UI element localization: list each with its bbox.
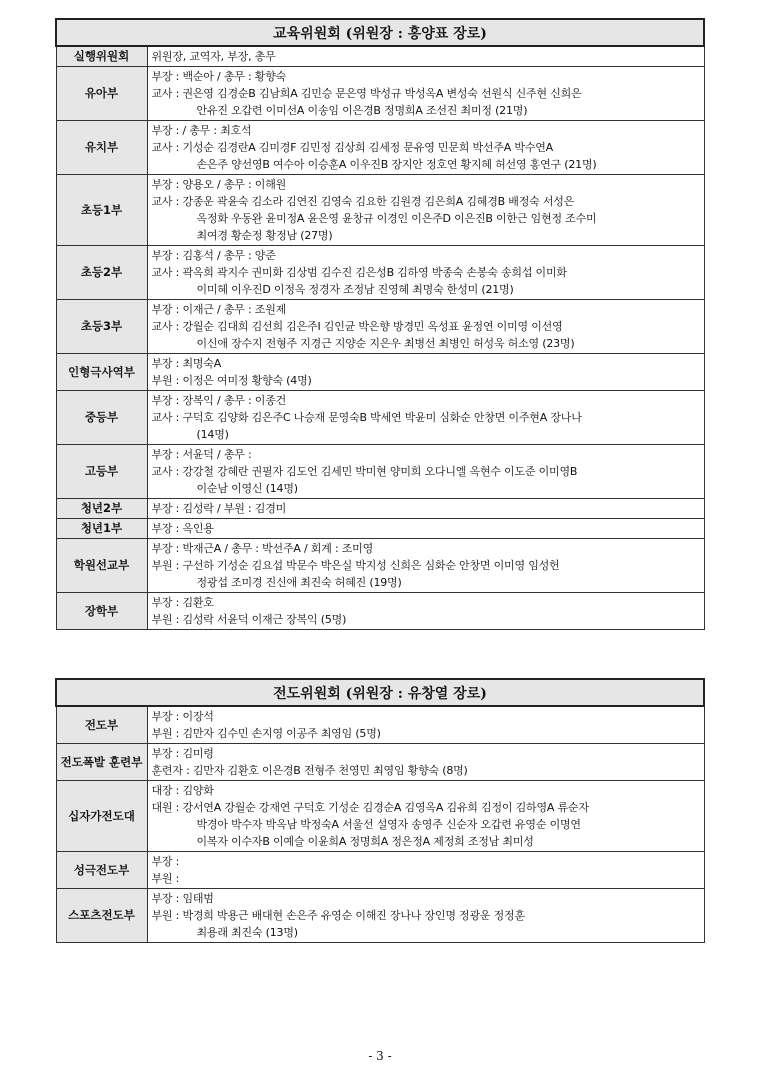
member-line: 대장 : 김양화 [151, 784, 214, 797]
department-label: 전도부 [56, 706, 147, 744]
member-line: 부원 : 구선하 기성순 김요섭 박문수 박은실 박지성 신희은 심화순 안창면 이미영 임성헌 [151, 559, 560, 572]
committee-row [56, 121, 704, 175]
member-line: 대원 : 강서연A 강월순 강재연 구덕호 기성순 김경순A 김영옥A 김유희 김정이 김하영A 류순자 [151, 801, 589, 814]
member-line: 위원장, 교역자, 부장, 총무 [151, 50, 276, 63]
evangelism-committee-title: 전도위원회 (위원장 : 유창열 장로) [56, 679, 704, 706]
member-line: 부원 : 김성락 서윤덕 이재근 장복익 (5명) [151, 613, 347, 626]
committee-row [56, 67, 704, 121]
department-members [147, 744, 704, 781]
department-members [147, 391, 704, 445]
department-members [147, 593, 704, 630]
committee-row [56, 593, 704, 630]
committee-row [56, 300, 704, 354]
member-line: 부장 : 이재근 / 총무 : 조원제 [151, 303, 287, 316]
member-line: 교사 : 강월순 김대희 김선희 김은주I 김인균 박은향 방경민 옥성표 윤정연 이미영 이선영 [151, 320, 563, 333]
department-label: 초등1부 [56, 175, 147, 246]
member-line: 부장 : 김미령 [151, 747, 214, 760]
member-line: 교사 : 구덕호 김양화 김은주C 나승재 문영숙B 박세연 박윤미 심화순 안창면 이주현A 장나나 [151, 411, 582, 424]
committee-row [56, 46, 704, 67]
department-label: 유아부 [56, 67, 147, 121]
member-line: 부장 : / 총무 : 최호석 [151, 124, 252, 137]
department-members [147, 706, 704, 744]
education-committee-rows [56, 46, 704, 630]
member-line: 부장 : 박재근A / 총무 : 박선주A / 회계 : 조미영 [151, 542, 374, 555]
member-line: 이신애 장수지 전형주 지경근 지양순 지은우 최병선 최병인 허성욱 허소영 (23명) [196, 337, 575, 350]
member-line: 교사 : 강종운 곽윤숙 김소라 김연진 김영숙 김요한 김원경 김은희A 김혜경B 배정숙 서성은 [151, 195, 575, 208]
department-members [147, 852, 704, 889]
member-line: 부장 : [151, 855, 180, 868]
department-label: 스포츠전도부 [56, 889, 147, 943]
department-members [147, 246, 704, 300]
department-members [147, 121, 704, 175]
member-line: 최여경 황순정 황정남 (27명) [196, 229, 333, 242]
member-line: 이복자 이수자B 이예슬 이윤희A 정명희A 정은정A 제정희 조정남 최미성 [196, 835, 534, 848]
committee-row [56, 781, 704, 852]
member-line: 안유진 오갑련 이미선A 이송임 이은경B 정명희A 조선진 최미정 (21명) [196, 104, 528, 117]
member-line: 부장 : 최명숙A [151, 357, 222, 370]
member-line: 훈련자 : 김만자 김환호 이은경B 전형주 천영민 최영임 황향숙 (8명) [151, 764, 468, 777]
member-line: 최용래 최진숙 (13명) [196, 926, 298, 939]
evangelism-committee-table [55, 678, 705, 943]
committee-row [56, 499, 704, 519]
department-label: 성극전도부 [56, 852, 147, 889]
member-line: 교사 : 기성순 김경란A 김미경F 김민정 김상희 김세정 문유영 민문희 박선주A 박수연A [151, 141, 553, 154]
member-line: 부장 : 서윤덕 / 총무 : [151, 448, 252, 461]
department-members [147, 499, 704, 519]
member-line: (14명) [196, 428, 229, 441]
page-number: - 3 - [368, 1049, 392, 1063]
committee-row [56, 744, 704, 781]
department-members [147, 781, 704, 852]
department-label: 십자가전도대 [56, 781, 147, 852]
committee-row [56, 175, 704, 246]
committee-row [56, 706, 704, 744]
committee-row [56, 246, 704, 300]
department-label: 초등2부 [56, 246, 147, 300]
committee-row [56, 519, 704, 539]
evangelism-committee-rows [56, 706, 704, 943]
committee-row [56, 539, 704, 593]
department-members [147, 354, 704, 391]
department-label: 청년1부 [56, 519, 147, 539]
department-label: 학원선교부 [56, 539, 147, 593]
member-line: 부장 : 옥인용 [151, 522, 214, 535]
department-label: 인형극사역부 [56, 354, 147, 391]
department-members [147, 67, 704, 121]
department-label: 초등3부 [56, 300, 147, 354]
member-line: 교사 : 권은영 김경순B 김남희A 김민승 문은영 박성규 박성옥A 변성숙 선원식 신주현 신희은 [151, 87, 582, 100]
department-members [147, 175, 704, 246]
department-label: 고등부 [56, 445, 147, 499]
committee-row [56, 445, 704, 499]
department-label: 청년2부 [56, 499, 147, 519]
member-line: 박경아 박수자 박옥남 박정숙A 서울선 설영자 송영주 신순자 오갑련 유영순 이명연 [196, 818, 581, 831]
member-line: 옥정화 우동완 윤미정A 윤은영 윤창규 이경인 이은주D 이은진B 이한근 임현정 조수미 [196, 212, 597, 225]
member-line: 부장 : 이장석 [151, 710, 214, 723]
member-line: 부원 : 김만자 김수민 손지영 이공주 최영임 (5명) [151, 727, 381, 740]
education-committee-table [55, 18, 705, 630]
member-line: 정광섭 조미경 진신애 최진숙 허혜진 (19명) [196, 576, 402, 589]
committee-row [56, 354, 704, 391]
member-line: 부장 : 양용오 / 총무 : 이해원 [151, 178, 287, 191]
member-line: 부원 : 박경희 박용근 배대현 손은주 유영순 이해진 장나나 장인명 정광운 정정훈 [151, 909, 525, 922]
department-label: 장학부 [56, 593, 147, 630]
committee-row [56, 852, 704, 889]
department-members [147, 539, 704, 593]
committee-row [56, 391, 704, 445]
member-line: 교사 : 곽옥희 곽지수 권미화 김상범 김수진 김은성B 김하영 박종숙 손봉숙 송희섭 이미화 [151, 266, 567, 279]
member-line: 교사 : 강강철 강혜란 권필자 김도언 김세민 박미현 양미희 오다니엘 옥현수 이도준 이미영B [151, 465, 578, 478]
department-members [147, 889, 704, 943]
department-members [147, 300, 704, 354]
member-line: 부장 : 김환호 [151, 596, 214, 609]
education-committee-title: 교육위원회 (위원장 : 홍양표 장로) [56, 19, 704, 46]
member-line: 부장 : 임태범 [151, 892, 214, 905]
department-label: 실행위원회 [56, 46, 147, 67]
committee-row [56, 889, 704, 943]
member-line: 부원 : 이정은 여미정 황향숙 (4명) [151, 374, 312, 387]
member-line: 이미혜 이우진D 이정옥 정경자 조정남 진영혜 최명숙 한성미 (21명) [196, 283, 514, 296]
department-label: 전도폭발 훈련부 [56, 744, 147, 781]
member-line: 부장 : 김홍석 / 총무 : 양준 [151, 249, 276, 262]
member-line: 부장 : 장복익 / 총무 : 이종건 [151, 394, 287, 407]
department-members [147, 519, 704, 539]
member-line: 손은주 양선영B 여수아 이승훈A 이우진B 장지안 정호연 황지혜 허선영 홍연구 (21명) [196, 158, 597, 171]
department-members [147, 445, 704, 499]
department-label: 유치부 [56, 121, 147, 175]
member-line: 부장 : 백순아 / 총무 : 황향숙 [151, 70, 287, 83]
department-members [147, 46, 704, 67]
member-line: 부원 : [151, 872, 180, 885]
member-line: 이순남 이영신 (14명) [196, 482, 298, 495]
department-label: 중등부 [56, 391, 147, 445]
member-line: 부장 : 김성락 / 부원 : 김경미 [151, 502, 287, 515]
